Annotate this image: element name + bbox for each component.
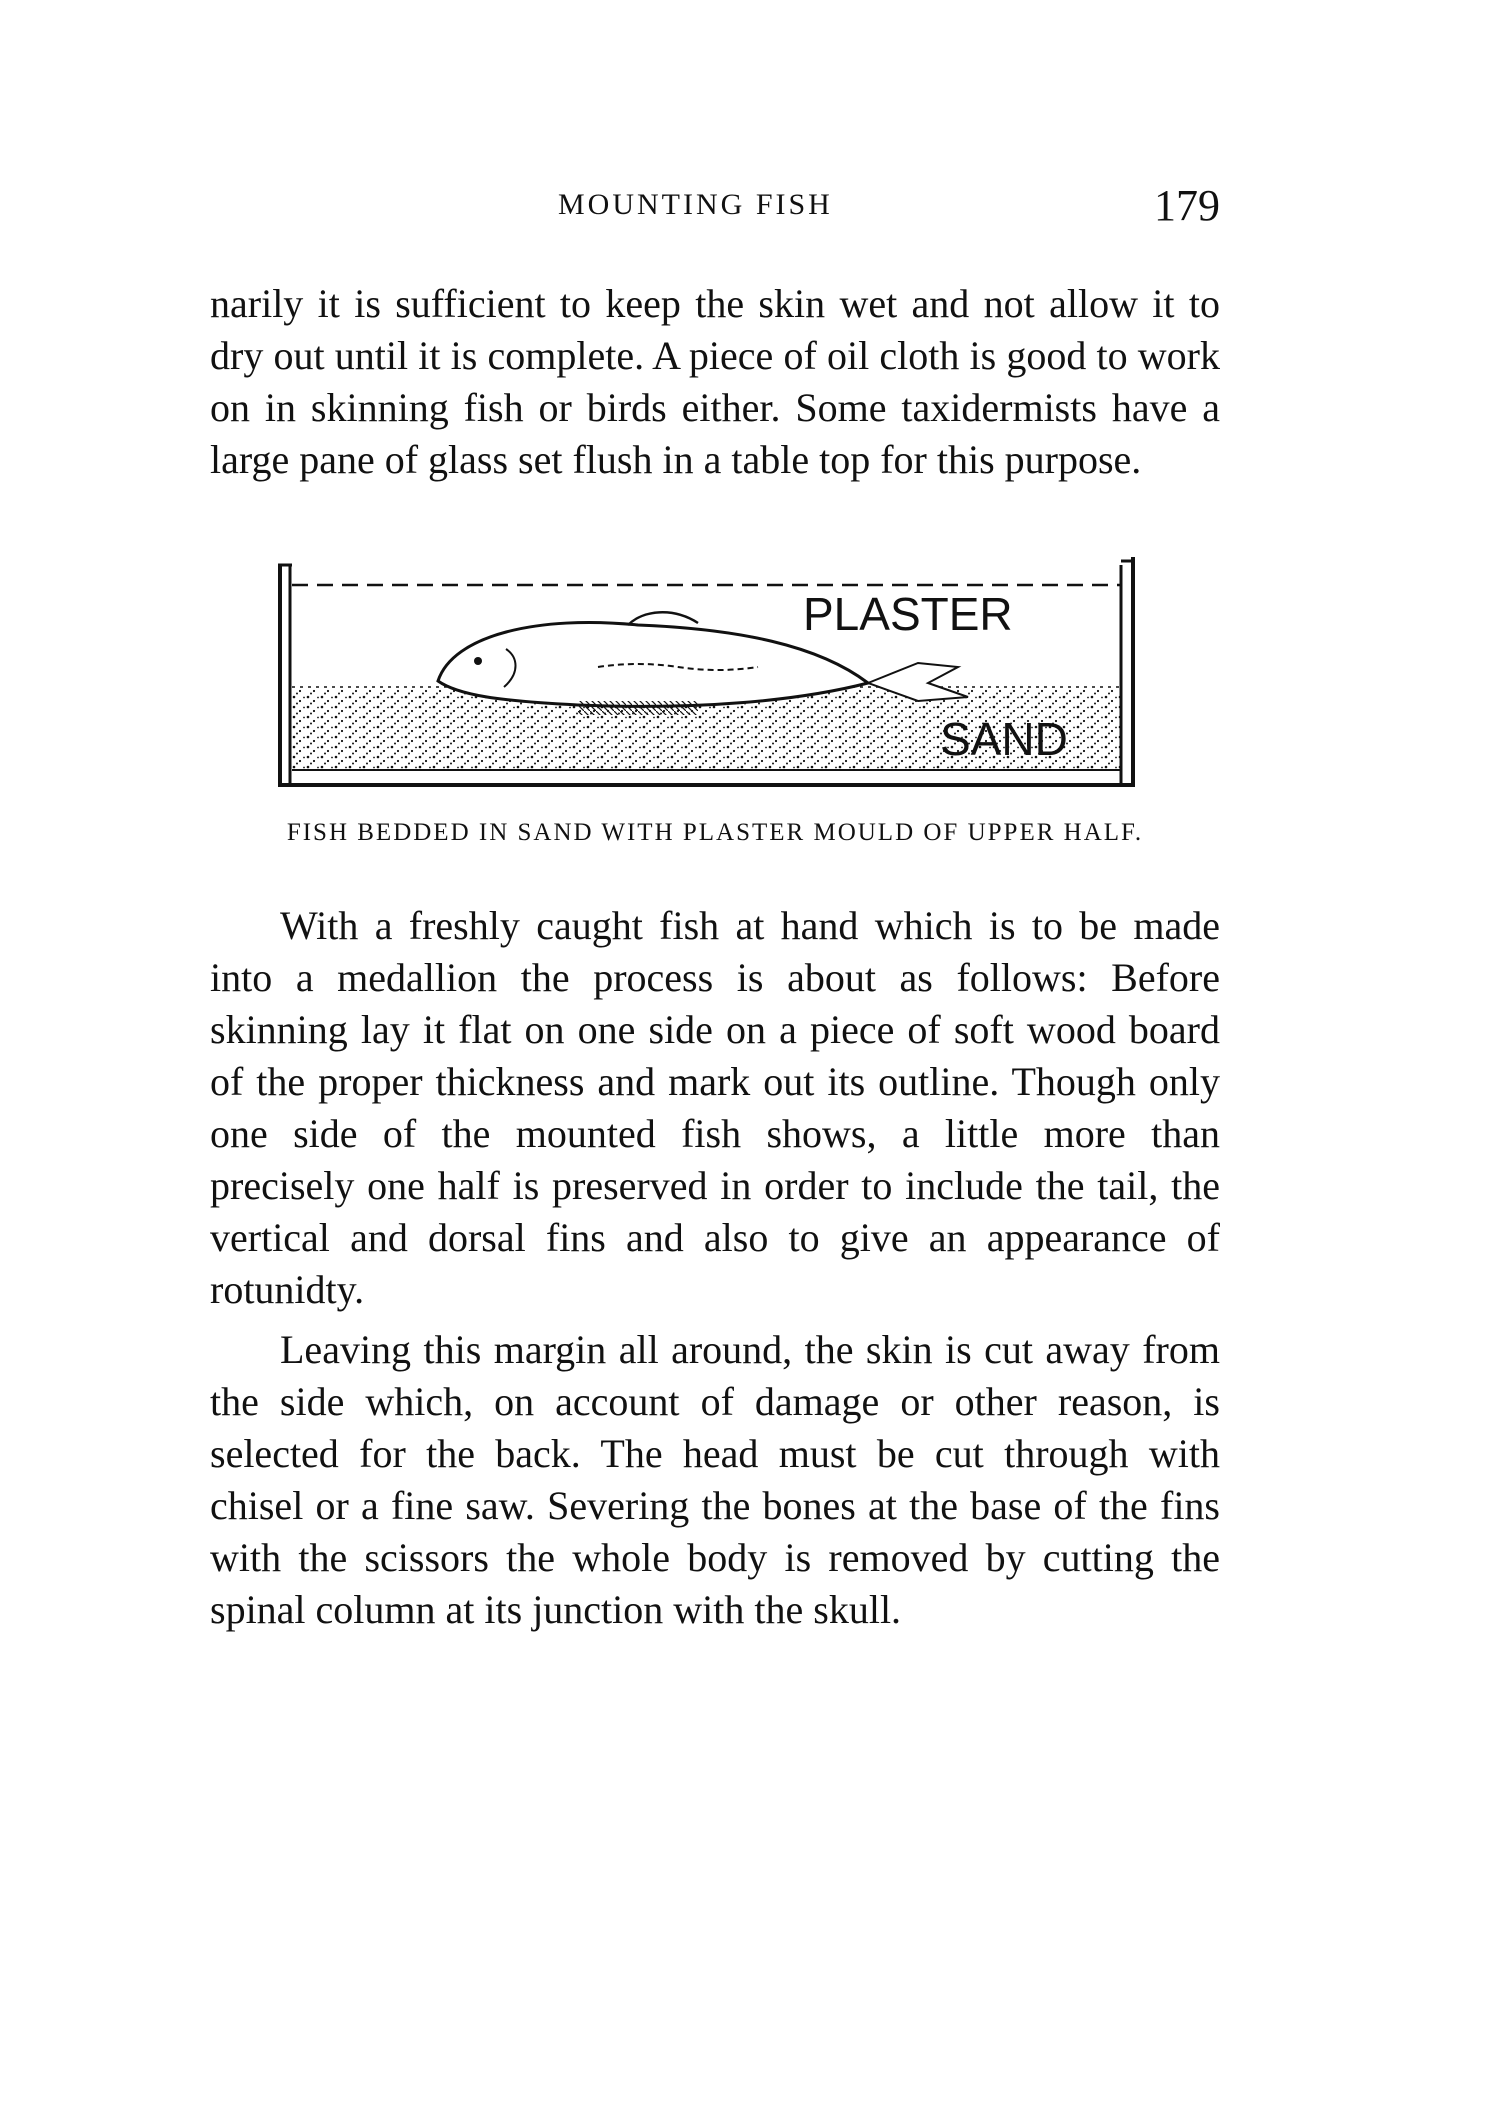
paragraph: With a freshly caught fish at hand which is to be made into a medallion the process is about as follows: Before skinning lay it flat on one side on a piece of soft wood board of the proper thickness and mark out its outline. Though only one side of the mounted fish shows, a little more than precisely one half is preserved in order to include the tail, the vertical and dorsal fins and also to give an appearance of rotunidty. — [210, 903, 1220, 1312]
figure-caption: FISH BEDDED IN SAND WITH PLASTER MOULD OF UPPER HALF. — [286, 819, 1144, 846]
running-head — [210, 180, 1220, 240]
body-text-top — [210, 278, 1220, 486]
fish-mould-figure — [278, 555, 1163, 800]
fish-mould-illustration — [278, 555, 1163, 800]
page-number: 179 — [1154, 181, 1220, 230]
body-text-bottom — [210, 900, 1220, 1636]
running-head-title: MOUNTING FISH — [558, 188, 833, 221]
paragraph: narily it is sufficient to keep the skin wet and not allow it to dry out until it is complete. A piece of oil cloth is good to work on in skinning fish or birds either. Some taxidermists have a large pane of glass set flush in a table top for this purpose. — [210, 281, 1220, 482]
paragraph: Leaving this margin all around, the skin is cut away from the side which, on account of damage or other reason, is selected for the back. The head must be cut through with chisel or a fine saw. Severing the bones at the base of the fins with the scissors the whole body is removed by cutting the spinal column at its junction with the skull. — [210, 1327, 1220, 1632]
sand-label: SAND — [940, 713, 1068, 765]
plaster-label: PLASTER — [803, 588, 1013, 640]
